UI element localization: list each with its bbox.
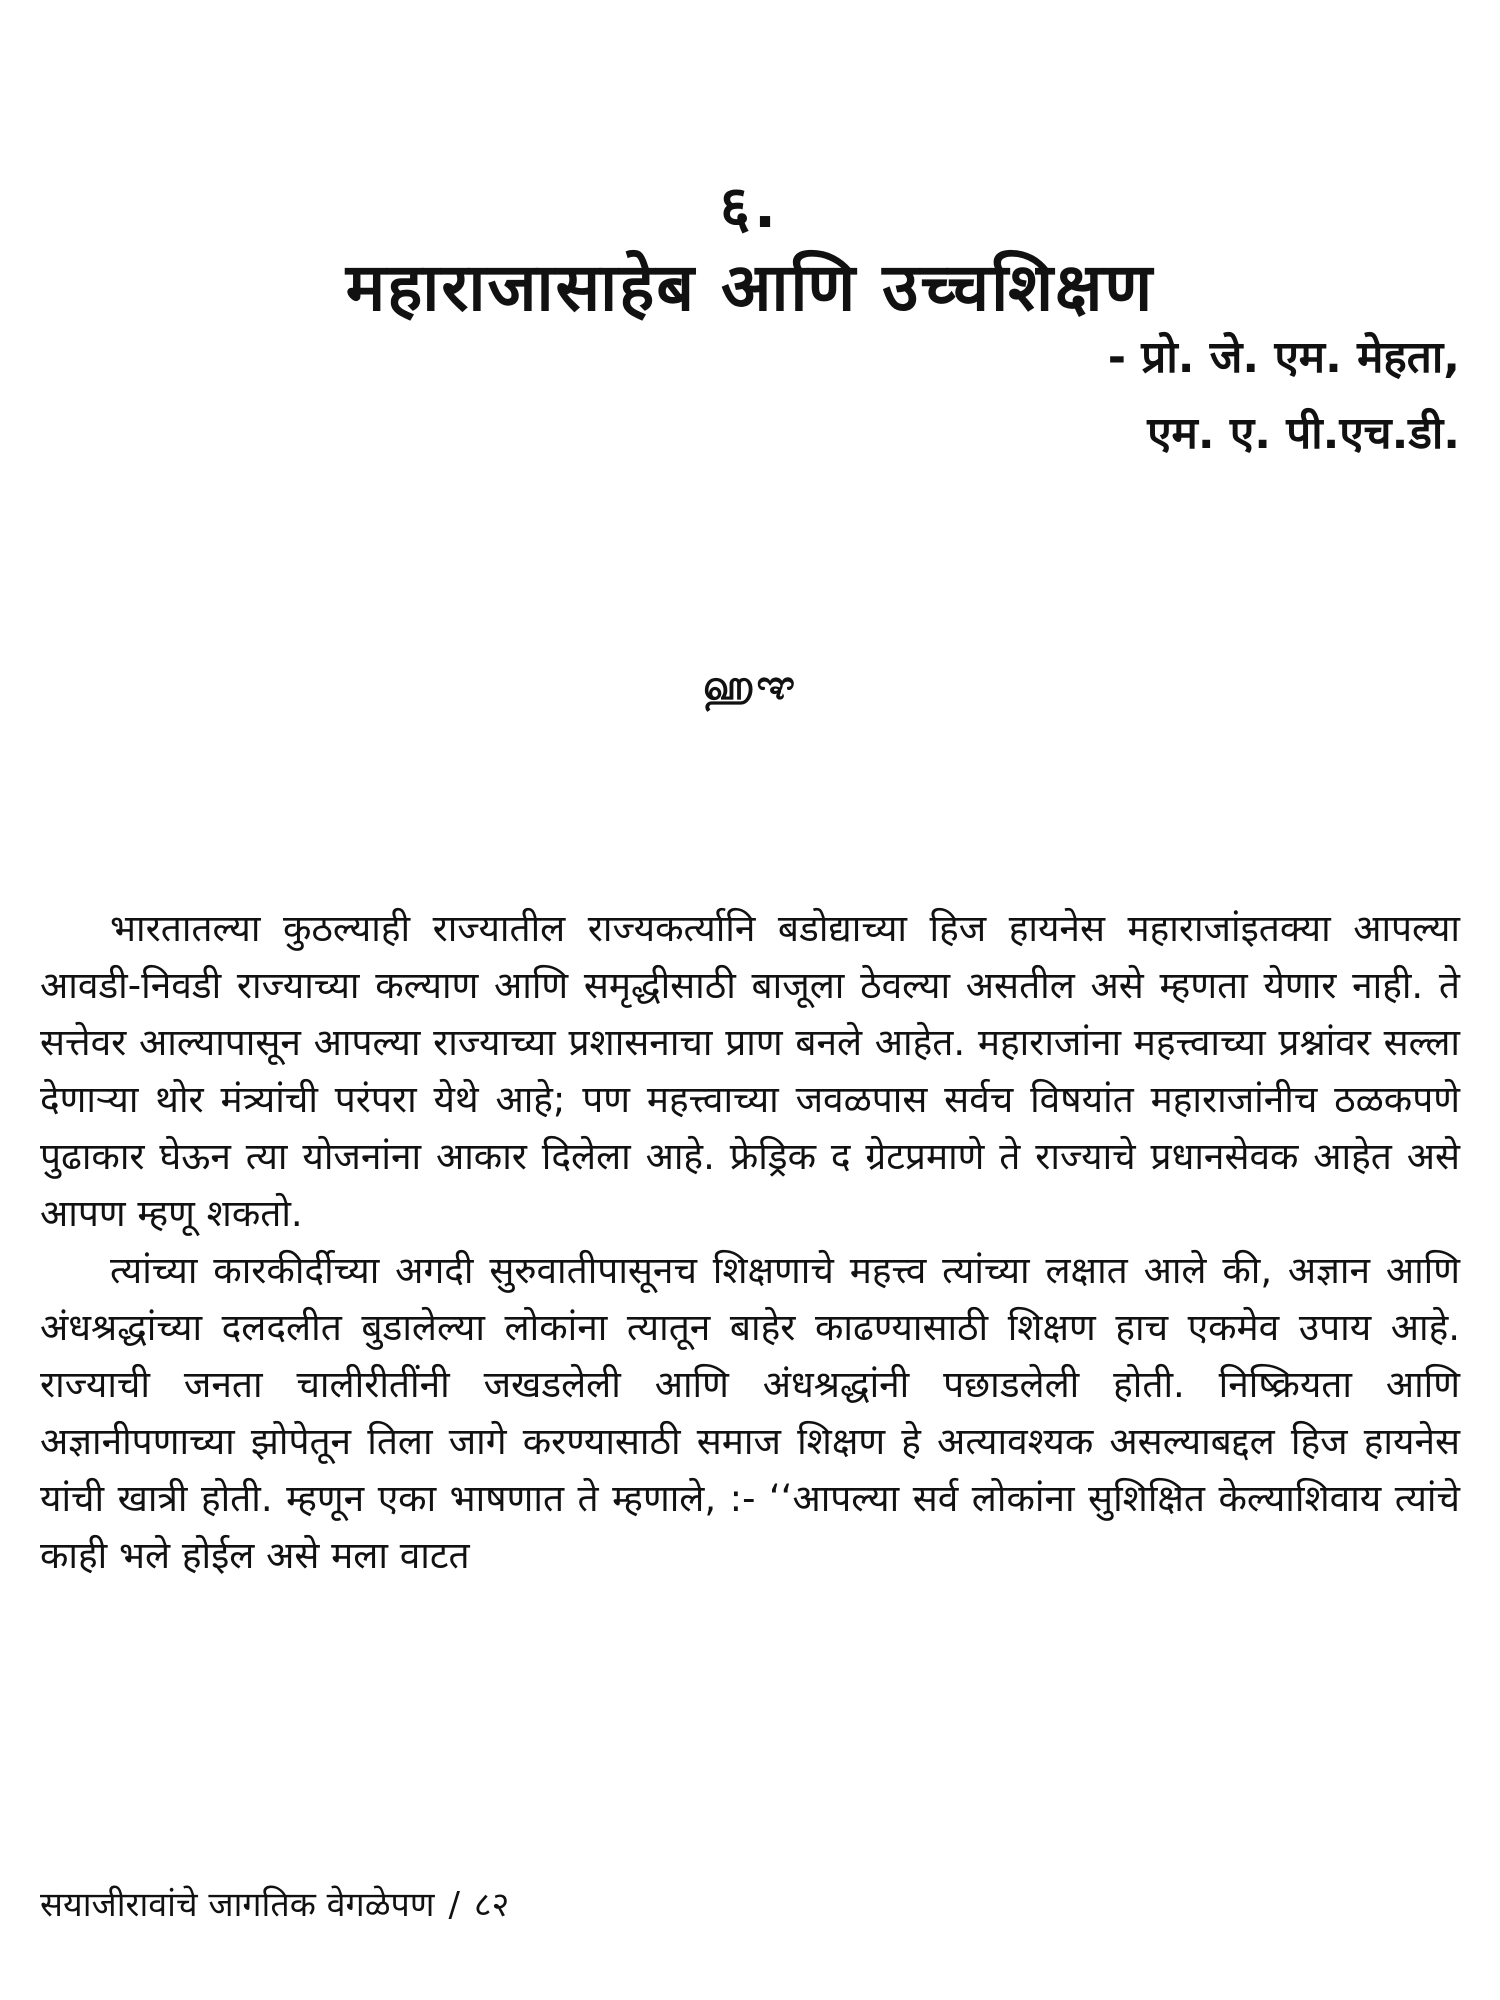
paragraph: भारतातल्या कुठल्याही राज्यातील राज्यकर्त्यानि बडोद्याच्या हिज हायनेस महाराजांइतक्या आपल्या आवडी-निवडी राज्याच्या कल्याण आणि समृद्धीसाठी बाजूला ठेवल्या असतील असे म्हणता येणार नाही. ते सत्तेवर आल्यापासून आपल्या राज्याच्या प्रशासनाचा प्राण बनले आहेत. महाराजांना महत्त्वाच्या प्रश्नांवर सल्ला देणाऱ्या थोर मंत्र्यांची परंपरा येथे आहे; पण महत्त्वाच्या जवळपास सर्वच विषयांत महाराजांनीच ठळकपणे पुढाकार घेऊन त्या योजनांना आकार दिलेला आहे. फ्रेड्रिक द ग्रेटप्रमाणे ते राज्याचे प्रधानसेवक आहेत असे आपण म्हणू शकतो.	[40, 907, 1460, 1235]
book-title: सयाजीरावांचे जागतिक वेगळेपण	[40, 1885, 435, 1925]
author-block	[1108, 320, 1460, 472]
author-name: - प्रो. जे. एम. मेहता,	[1107, 332, 1460, 383]
paragraph: त्यांच्या कारकीर्दीच्या अगदी सुरुवातीपासूनच शिक्षणाचे महत्त्व त्यांच्या लक्षात आले की, अज्ञान आणि अंधश्रद्धांच्या दलदलीत बुडालेल्या लोकांना त्यातून बाहेर काढण्यासाठी शिक्षण हाच एकमेव उपाय आहे. राज्याची जनता चालीरीतींनी जखडलेली आणि अंधश्रद्धांनी पछाडलेली होती. निष्क्रियता आणि अज्ञानीपणाच्या झोपेतून तिला जागे करण्यासाठी समाज शिक्षण हे अत्यावश्यक असल्याबद्दल हिज हायनेस यांची खात्री होती. म्हणून एका भाषणात ते म्हणाले, :- ‘‘आपल्या सर्व लोकांना सुशिक्षित केल्याशिवाय त्यांचे काही भले होईल असे मला वाटत	[40, 1249, 1460, 1577]
ornament-divider: ஹಞ	[703, 660, 797, 709]
author-degrees: एम. ए. पी.एच.डी.	[1147, 408, 1460, 459]
page-number: ८२	[473, 1885, 510, 1925]
body-text	[40, 900, 1460, 1584]
page-footer	[40, 1880, 509, 1926]
footer-separator: /	[448, 1885, 460, 1925]
chapter-title: महाराजासाहेब आणि उच्चशिक्षण	[345, 249, 1155, 326]
chapter-number: ६.	[719, 173, 781, 241]
